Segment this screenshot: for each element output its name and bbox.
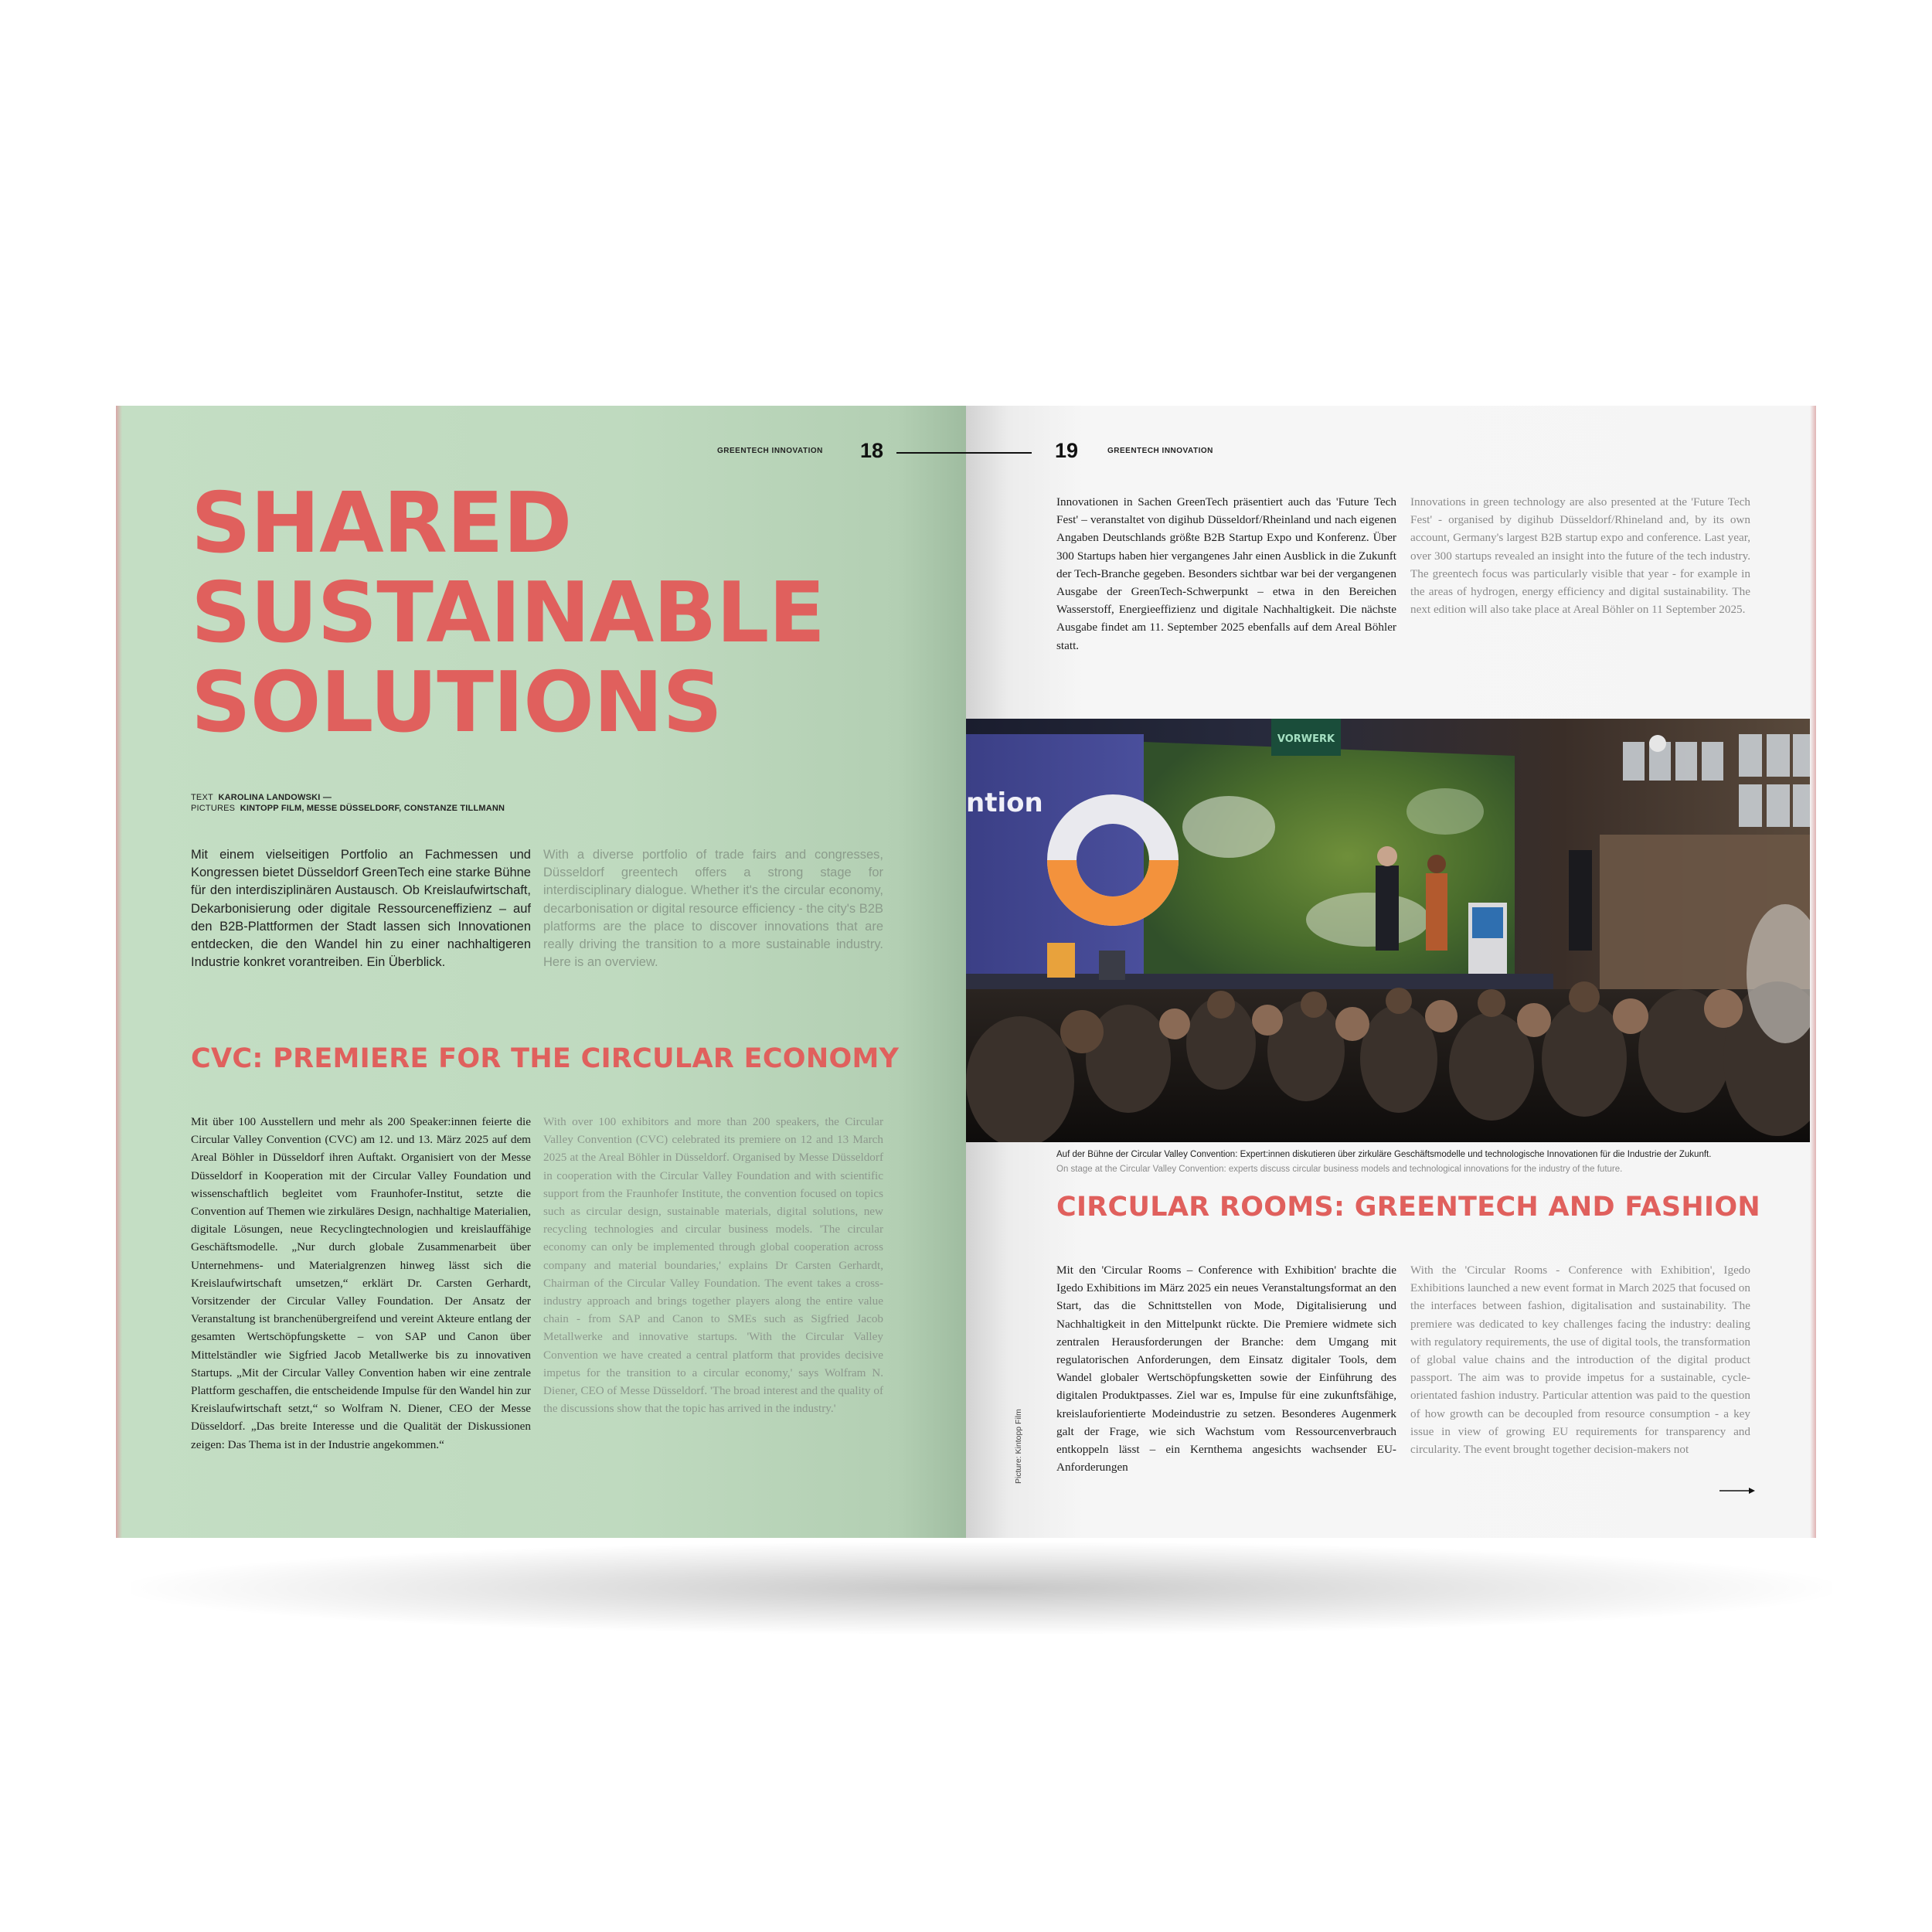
article-title: [191, 475, 825, 751]
page-number-left: 18: [860, 439, 884, 462]
page-rule-left: [896, 452, 966, 454]
body-circular-rooms-german: Mit den 'Circular Rooms – Conference with Exhibition' brachte die Igedo Exhibitions im März 2025 ein neues Veranstaltungsformat an den Start, das die Schnittstellen von Mode, Digitalisierung und Nachhaltigkeit in den Mittelpunkt rückte. Die Premiere widmete sich zentralen Herausforderungen der Branche: dem Umgang mit regulatorischen Anforderungen, dem Einsatz digitaler Tools, dem Wandel globaler Wertschöpfungsketten sowie der Einführung des digitalen Produktpasses. Ziel war es, Impulse für eine zukunftsfähige, kreislauforientierte Modeindustrie zu setzen. Besonderes Augenmerk galt der Frage, wie sich Wachstum vom Ressourcenverbrauch entkoppeln lässt – ein Kernthema angesichts wachsender EU-Anforderungen: [1056, 1264, 1396, 1475]
stage-text: ntion: [966, 787, 1043, 818]
credit-pictures-label: PICTURES: [191, 804, 236, 813]
title-line-2: SUSTAINABLE: [191, 565, 825, 662]
event-photo: [966, 719, 1816, 1142]
title-line-1: SHARED: [191, 475, 572, 572]
credit-text-label: TEXT: [191, 793, 213, 802]
left-page: [116, 406, 966, 1538]
magazine-shadow: [131, 1542, 1832, 1634]
title-line-3: SOLUTIONS: [191, 655, 723, 751]
photo-credit: Picture: Kintopp Film: [1014, 1409, 1023, 1484]
credit-text-author: KAROLINA LANDOWSKI —: [218, 793, 332, 802]
body-circular-rooms-english: With the 'Circular Rooms - Conference with Exhibition', Igedo Exhibitions launched a new event format in March 2025 that focused on the interfaces between fashion, digitalisation and sustainability. The premiere was dedicated to key challenges facing the industry: dealing with regulatory requirements, the use of digital tools, the transformation of global value chains and the introduction of the digital product passport. The aim was to provide impetus for a sustainable, cycle-orientated fashion industry. Particular attention was paid to the question of how growth can be decoupled from resource consumption - a key issue in view of growing EU requirements for transparency and circularity. The event brought together decision-makers not: [1410, 1264, 1750, 1457]
body-futuretech-german: Innovationen in Sachen GreenTech präsentiert auch das 'Future Tech Fest' – veranstaltet von digihub Düsseldorf/Rheinland und nach eigenen Angaben Deutschlands größte B2B Startup Expo und Konferenz. Über 300 Startups haben hier vergangenes Jahr einen Ausblick in die Zukunft der Tech-Branche gegeben. Besonders sichtbar war bei der vergangenen Ausgabe der GreenTech-Schwerpunkt – etwa in den Bereichen Wasserstoff, Energieeffizienz und digitale Nachhaltigkeit. Die nächste Ausgabe findet am 11. September 2025 ebenfalls auf dem Areal Böhler statt.: [1056, 495, 1396, 652]
running-head-right: GREENTECH INNOVATION: [1107, 447, 1213, 455]
right-page: [966, 406, 1816, 1538]
body-cvc-german: Mit über 100 Ausstellern und mehr als 200 Speaker:innen feierte die Circular Valley Convention (CVC) am 12. und 13. März 2025 auf dem Areal Böhler in Düsseldorf ihren Auftakt. Organisiert von der Messe Düsseldorf in Kooperation mit der Circular Valley Foundation und wissenschaftlich begleitet vom Fraunhofer-Institut, setzte die Convention auf Themen wie zirkuläres Design, nachhaltige Materialien, digitale Lösungen, neue Recyclingtechnologien und kreislauffähige Geschäftsmodelle. „Nur durch globale Zusammenarbeit über Unternehmens- und Materialgrenzen hinweg lässt sich die Kreislaufwirtschaft umsetzen,“ erklärt Dr. Carsten Gerhardt, Vorsitzender der Circular Valley Foundation. Der Ansatz der Veranstaltung ist branchenübergreifend und vereint Akteure entlang der gesamten Wertschöpfungskette – von SAP und Canon über Mittelständler wie Sigfried Jacob Metallwerke bis zu innovativen Startups. „Mit der Circular Valley Convention haben wir eine zentrale Plattform geschaffen, die entscheidende Impulse für den Wandel hin zur Kreislaufwirtschaft setzt,“ so Wolfram N. Diener, CEO der Messe Düsseldorf. „Das breite Interesse und die Qualität der Diskussionen zeigen: Das Thema ist in der Industrie angekommen.“: [191, 1115, 531, 1451]
page-rule-right: [966, 452, 1032, 454]
running-head-left: GREENTECH INNOVATION: [717, 447, 823, 455]
credit-pictures: [191, 804, 505, 813]
credit-text: [191, 793, 332, 802]
sponsor-logo: VORWERK: [1277, 733, 1335, 745]
section-heading-cvc: CVC: PREMIERE FOR THE CIRCULAR ECONOMY: [191, 1043, 900, 1074]
event-photo-image: [966, 719, 1816, 1142]
arrow-right-icon: [1719, 1487, 1755, 1495]
page-number-right: 19: [1055, 439, 1079, 462]
credit-pictures-names: KINTOPP FILM, MESSE DÜSSELDORF, CONSTANZE TILLMANN: [240, 804, 505, 813]
body-futuretech-english: Innovations in green technology are also presented at the 'Future Tech Fest' - organised by digihub Düsseldorf/Rhineland and, by its own account, Germany's largest B2B startup expo and conference. Last year, over 300 startups revealed an insight into the future of the tech industry. The greentech focus was particularly visible that year - for example in the areas of hydrogen, energy efficiency and digital sustainability. The next edition will also take place at Areal Böhler on 11 September 2025.: [1410, 495, 1750, 617]
body-cvc-english: With over 100 exhibitors and more than 200 speakers, the Circular Valley Convention (CVC) celebrated its premiere on 12 and 13 March 2025 at the Areal Böhler in Düsseldorf. Organised by Messe Düsseldorf in cooperation with the Circular Valley Foundation and with scientific support from the Fraunhofer Institute, the convention focused on topics such as circular design, sustainable materials, digital solutions, new recycling technologies and circular business models. 'The circular economy can only be implemented through global cooperation across company and material boundaries,' explains Dr Carsten Gerhardt, Chairman of the Circular Valley Foundation. The event takes a cross-industry approach and brings together players along the entire value chain - from SAP and Canon to SMEs such as Sigfried Jacob Metallwerke and innovative startups. 'With the Circular Valley Convention we have created a central platform that provides decisive impetus for the transition to a circular economy,' says Wolfram N. Diener, CEO of Messe Düsseldorf. 'The broad interest and the quality of the discussions show that the topic has arrived in the industry.': [543, 1115, 883, 1416]
section-heading-circular-rooms: CIRCULAR ROOMS: GREENTECH AND FASHION: [1056, 1192, 1760, 1223]
photo-caption-english: On stage at the Circular Valley Convention: experts discuss circular business models and technological innovations for the industry of the future.: [1056, 1165, 1623, 1174]
intro-german: Mit einem vielseitigen Portfolio an Fachmessen und Kongressen bietet Düsseldorf GreenTech eine starke Bühne für den interdisziplinären Austausch. Ob Kreislaufwirtschaft, Dekarbonisierung oder digitale Ressourceneffizienz – auf den B2B-Plattformen der Stadt lassen sich Innovationen entdecken, die den Wandel hin zu einer nachhaltigeren Industrie konkret vorantreiben. Ein Überblick.: [191, 848, 531, 970]
photo-caption-german: Auf der Bühne der Circular Valley Convention: Expert:innen diskutieren über zirkuläre Geschäftsmodelle und technologische Innovationen für die Industrie der Zukunft.: [1056, 1150, 1712, 1159]
intro-english: With a diverse portfolio of trade fairs and congresses, Düsseldorf greentech offers a strong stage for interdisciplinary dialogue. Whether it's the circular economy, decarbonisation or digital resource efficiency - the city's B2B platforms are the place to discover innovations that are really driving the transition to a more sustainable industry. Here is an overview.: [543, 848, 883, 970]
